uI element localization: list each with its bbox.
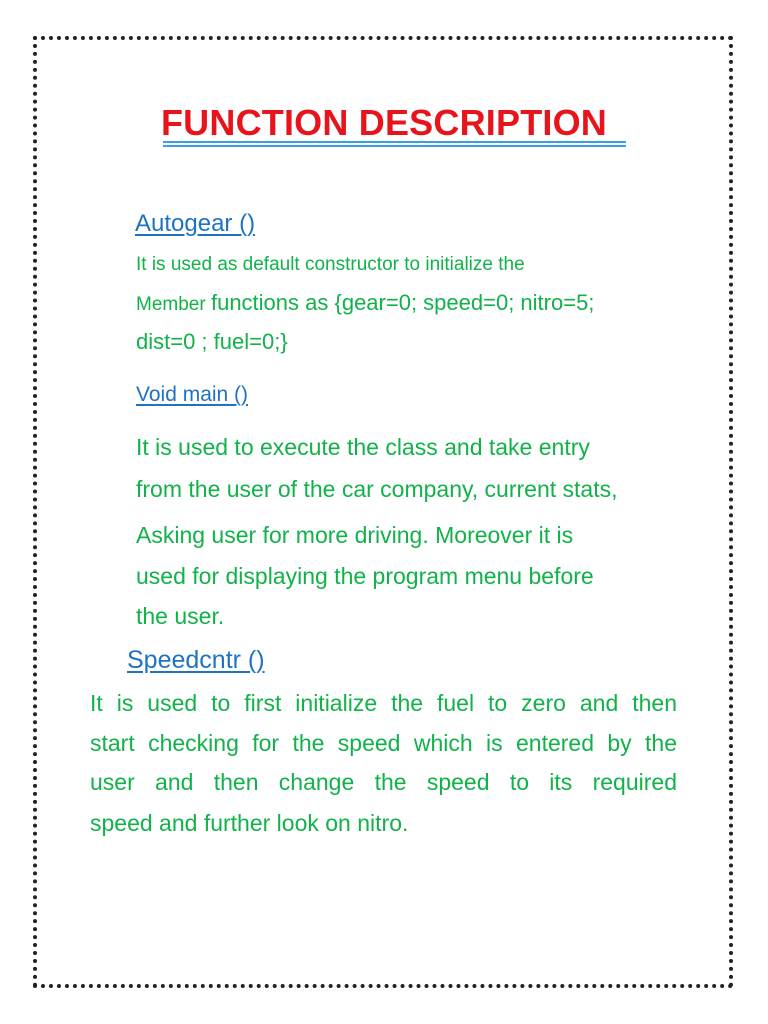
autogear-description-fragment: functions as {gear=0; speed=0; nitro=5; bbox=[210, 290, 595, 315]
autogear-heading: Autogear () bbox=[135, 210, 256, 237]
speedcntr-heading: Speedcntr () bbox=[127, 646, 265, 674]
speedcntr-description-line: speed and further look on nitro. bbox=[90, 810, 409, 836]
speedcntr-description-line: It is used to first initialize the fuel to zero and then bbox=[90, 690, 677, 716]
autogear-description-line: It is used as default constructor to initialize the bbox=[136, 254, 525, 275]
void-main-heading: Void main () bbox=[136, 383, 249, 406]
void-main-description-line: Asking user for more driving. Moreover it is bbox=[136, 522, 574, 548]
autogear-description-line: dist=0 ; fuel=0;} bbox=[136, 329, 288, 354]
void-main-description-line: used for displaying the program menu before bbox=[136, 563, 594, 589]
dotted-page-border bbox=[33, 36, 733, 988]
page-title: FUNCTION DESCRIPTION bbox=[160, 102, 607, 143]
autogear-description-fragment: Member bbox=[136, 294, 206, 315]
speedcntr-description-line: user and then change the speed to its required bbox=[90, 769, 677, 795]
title-double-underline bbox=[163, 141, 626, 147]
void-main-description-line: from the user of the car company, current stats, bbox=[136, 476, 618, 502]
void-main-description-line: It is used to execute the class and take entry bbox=[136, 434, 590, 460]
speedcntr-description-line: start checking for the speed which is entered by the bbox=[90, 730, 677, 756]
void-main-description-line: the user. bbox=[136, 603, 225, 629]
autogear-description-line bbox=[136, 288, 594, 320]
